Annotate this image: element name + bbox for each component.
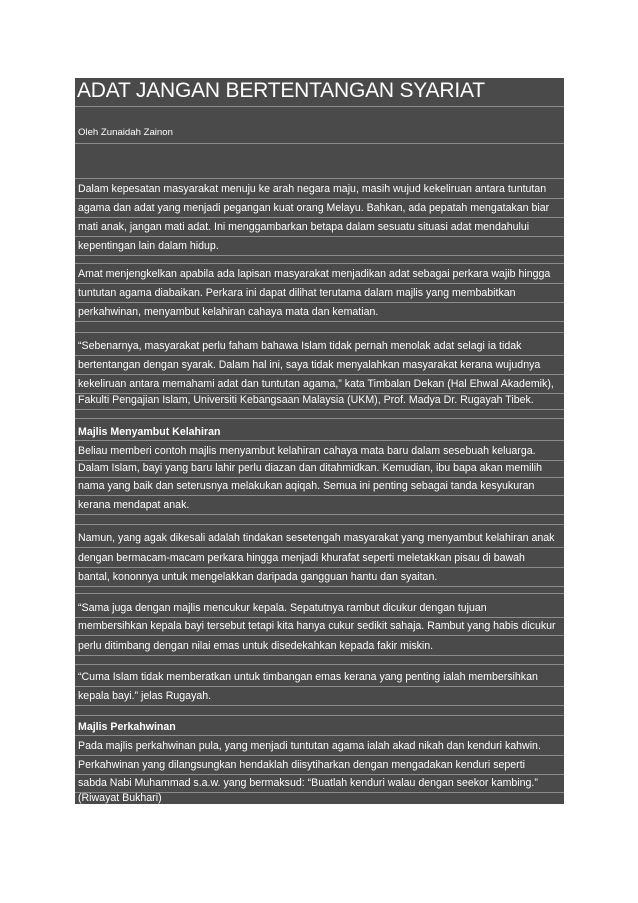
paragraph-line: kepentingan lain dalam hidup. xyxy=(78,240,219,252)
paragraph-line: perlu ditimbang dengan nilai emas untuk disedekahkan kepada fakir miskin. xyxy=(78,640,434,652)
paragraph-line: kepala bayi.” jelas Rugayah. xyxy=(78,690,212,702)
rule xyxy=(75,198,564,199)
paragraph-line: membersihkan kepala bayi tersebut tetapi kita hanya cukur sedikit sahaja. Rambut yang habis dicukur xyxy=(78,620,556,632)
paragraph-line: bertentangan dengan syarak. Dalam hal ini, saya tidak menyalahkan masyarakat kerana wujudnya xyxy=(78,359,541,371)
paragraph-line: Dalam Islam, bayi yang baru lahir perlu diazan dan ditahmidkan. Kemudian, ibu bapa akan memilih xyxy=(78,462,543,474)
rule xyxy=(75,514,564,515)
paragraph-line: nama yang baik dan seterusnya melakukan aqiqah. Semua ini penting sebagai tanda kesyukuran xyxy=(78,480,535,492)
rule xyxy=(75,593,564,594)
section-heading: Majlis Perkahwinan xyxy=(78,721,176,733)
paragraph-line: Beliau memberi contoh majlis menyambut kelahiran cahaya mata baru dalam sesebuah keluarga. xyxy=(78,445,536,457)
rule xyxy=(75,374,564,375)
rule xyxy=(75,495,564,496)
paragraph-line: dengan bermacam-macam perkara hingga menjadi khurafat seperti meletakkan pisau di bawah xyxy=(78,552,525,564)
paragraph-line: Amat menjengkelkan apabila ada lapisan masyarakat menjadikan adat sebagai perkara wajib hingga xyxy=(78,268,551,280)
rule xyxy=(75,635,564,636)
rule xyxy=(75,547,564,548)
rule xyxy=(75,664,564,665)
paragraph-line: Pada majlis perkahwinan pula, yang menjadi tuntutan agama ialah akad nikah dan kenduri kahwin. xyxy=(78,740,541,752)
paragraph-line: (Riwayat Bukhari) xyxy=(78,792,162,804)
rule xyxy=(75,143,564,144)
rule xyxy=(75,755,564,756)
article-title: ADAT JANGAN BERTENTANGAN SYARIAT xyxy=(77,79,485,102)
rule xyxy=(75,263,564,264)
rule xyxy=(75,302,564,303)
paragraph-line: kerana mendapat anak. xyxy=(78,499,190,511)
rule xyxy=(75,586,564,587)
rule xyxy=(75,332,564,333)
rule xyxy=(75,477,564,478)
rule xyxy=(75,735,564,736)
rule xyxy=(75,774,564,775)
paragraph-line: Perkahwinan yang dilangsungkan hendaklah diisytiharkan dengan mengadakan kenduri seperti xyxy=(78,759,526,771)
rule xyxy=(75,255,564,256)
article-panel xyxy=(75,78,564,804)
rule xyxy=(75,355,564,356)
paragraph-line: agama dan adat yang menjadi pegangan kuat orang Melayu. Bahkan, ada pepatah mengatakan biar xyxy=(78,202,550,214)
rule xyxy=(75,440,564,441)
rule xyxy=(75,524,564,525)
rule xyxy=(75,705,564,706)
rule xyxy=(75,217,564,218)
rule xyxy=(75,617,564,618)
paragraph-line: Namun, yang agak dikesali adalah tindakan sesetengah masyarakat yang menyambut kelahiran anak xyxy=(78,532,555,544)
rule xyxy=(75,178,564,179)
paragraph-line: tuntutan agama diabaikan. Perkara ini dapat dilihat terutama dalam majlis yang membabitkan xyxy=(78,287,516,299)
rule xyxy=(75,321,564,322)
rule xyxy=(75,567,564,568)
section-heading: Majlis Menyambut Kelahiran xyxy=(78,426,221,438)
rule xyxy=(75,106,564,107)
article-byline: Oleh Zunaidah Zainon xyxy=(78,127,173,138)
paragraph-line: sabda Nabi Muhammad s.a.w. yang bermaksud: “Buatlah kenduri walau dengan seekor kambing.” xyxy=(78,777,538,789)
paragraph-line: Dalam kepesatan masyarakat menuju ke arah negara maju, masih wujud kekeliruan antara tuntutan xyxy=(78,183,547,195)
rule xyxy=(75,460,564,461)
rule xyxy=(75,409,564,410)
paragraph-line: Fakulti Pengajian Islam, Universiti Kebangsaan Malaysia (UKM), Prof. Madya Dr. Rugayah Tibek. xyxy=(78,394,534,406)
paragraph-line: “Cuma Islam tidak memberatkan untuk timbangan emas kerana yang penting ialah membersihkan xyxy=(78,671,538,683)
rule xyxy=(75,283,564,284)
rule xyxy=(75,236,564,237)
paragraph-line: bantal, kononnya untuk mengelakkan daripada gangguan hantu dan syaitan. xyxy=(78,571,438,583)
rule xyxy=(75,686,564,687)
rule xyxy=(75,655,564,656)
paragraph-line: kekeliruan antara memahami adat dan tuntutan agama,” kata Timbalan Dekan (Hal Ehwal Akademik), xyxy=(78,378,554,390)
paragraph-line: “Sama juga dengan majlis mencukur kepala. Sepatutnya rambut dicukur dengan tujuan xyxy=(78,602,487,614)
paragraph-line: “Sebenarnya, masyarakat perlu faham bahawa Islam tidak pernah menolak adat selagi ia tidak xyxy=(78,340,522,352)
paragraph-line: mati anak, jangan mati adat. Ini menggambarkan betapa dalam sesuatu situasi adat mendahului xyxy=(78,221,530,233)
rule xyxy=(75,715,564,716)
paragraph-line: perkahwinan, menyambut kelahiran cahaya mata dan kematian. xyxy=(78,306,379,318)
rule xyxy=(75,418,564,419)
